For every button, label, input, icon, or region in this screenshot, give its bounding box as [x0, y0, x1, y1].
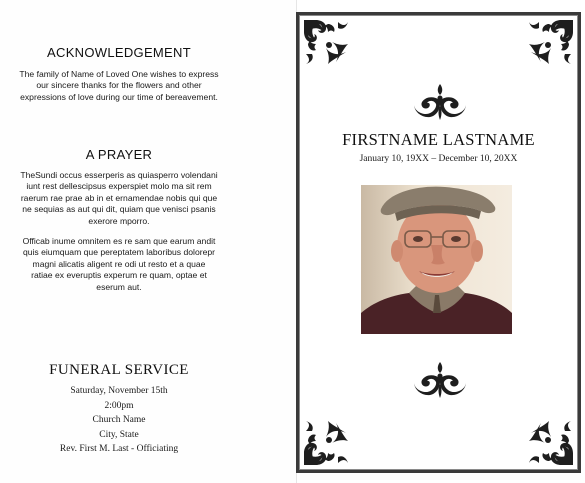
funeral-date: Saturday, November 15th — [70, 386, 168, 396]
prayer-paragraph-2 — [8, 236, 230, 293]
damask-corner-icon — [527, 18, 575, 66]
prayer-line: ratiae ex everuptis experum re quam, optae et — [31, 270, 207, 281]
acknowledgement-line: our sincere thanks for the flowers and other — [36, 80, 202, 91]
funeral-time: 2:00pm — [104, 400, 134, 411]
prayer-paragraph-1 — [8, 170, 230, 227]
damask-flourish-icon — [412, 82, 468, 122]
acknowledgement-line: expressions of love during our time of bereavement. — [20, 91, 218, 102]
portrait-photo — [361, 185, 512, 334]
damask-corner-icon — [302, 18, 350, 66]
damask-flourish-icon — [412, 360, 468, 400]
funeral-officiant: Rev. First M. Last - Officiating — [59, 444, 179, 455]
funeral-location: City, State — [99, 429, 139, 440]
acknowledgement-text — [8, 69, 230, 103]
portrait-photo-icon — [361, 185, 512, 334]
prayer-heading: A PRAYER — [85, 147, 153, 162]
prayer-line: eserum aut. — [96, 281, 142, 292]
acknowledgement-line: The family of Name of Loved One wishes to express — [19, 69, 219, 79]
prayer-line: quis eiumquam que pereptatem laboribus dolorepr — [22, 247, 216, 258]
prayer-line: Officab inume omnitem es re sam que earum andit — [22, 236, 216, 246]
prayer-line: raerum rae prae ab in et ernamendae nobis qui que — [20, 192, 218, 203]
cover-panel — [296, 12, 581, 473]
prayer-line: TheSundi occus esserperis as quiasperro volendani — [20, 170, 218, 180]
acknowledgement-heading: ACKNOWLEDGEMENT — [47, 45, 191, 60]
life-dates: January 10, 19XX – December 10, 20XX — [359, 154, 518, 164]
prayer-line: magni alicatis aligent re odi ut resto et a quae — [32, 258, 206, 269]
prayer-line: exerore mporro. — [88, 215, 150, 226]
prayer-line: ne sequias as aut qui dit, quiam que venisci psanis — [22, 204, 216, 215]
funeral-church: Church Name — [92, 415, 146, 426]
prayer-line: iunt rest dellescipsus experspiet molo ma sit rem — [26, 181, 212, 192]
deceased-name: FIRSTNAME LASTNAME — [342, 130, 535, 149]
funeral-service-details — [0, 384, 238, 457]
damask-corner-icon — [302, 419, 350, 467]
cover-frame — [299, 15, 578, 470]
damask-corner-icon — [527, 419, 575, 467]
funeral-service-heading: FUNERAL SERVICE — [49, 362, 189, 378]
